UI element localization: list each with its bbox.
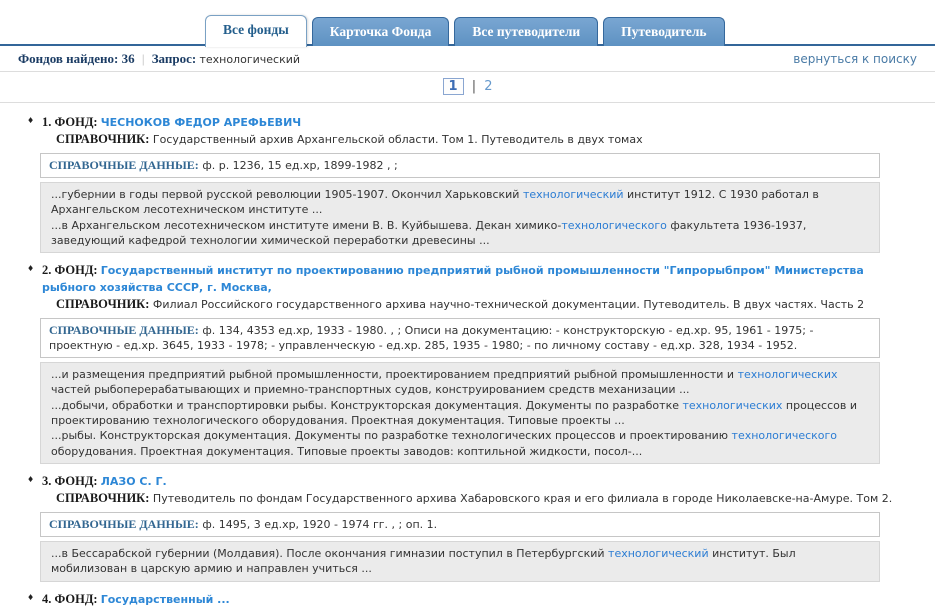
search-term-highlight: технологического [731,429,838,443]
results-list [0,103,935,608]
excerpt-fragment: ...в Бессарабской губернии (Молдавия). После окончания гимназии поступил в Петербургский технологический институт. Был мобилизован в царскую армию и направлен учиться ... [51,546,796,576]
reference-data-box [40,318,880,358]
fond-number: 1. [42,115,52,129]
reference-data-value: ф. 134, 4353 ед.хр, 1933 - 1980. , ; Описи на документацию: - конструкторскую - ед.хр. 95, 1961 - 1975; - проектную - ед.хр. 3645, 1933 - 1978; - управленческую - ед.хр. 285, 1935 - 1980; - по личному составу - ед.хр. 328, 1934 - 1952. [49,324,814,353]
tab-bar [0,0,935,46]
excerpt-fragment: ...в Архангельском лесотехническом институте имени В. В. Куйбышева. Декан химико-технологического факультета 1936-1937, заведующий кафедрой технологии химической переработки древесины ... [51,218,807,247]
search-term-highlight: технологических [682,398,783,412]
fond-number: 4. [42,591,52,606]
excerpt-fragment: ...и размещения предприятий рыбной промышленности, проектированием предприятий рыбной промышленности и технологических частей рыбоперерабатывающих и приемно-транспортных судов, конструированием средств механизации ... [51,368,838,397]
fond-title-line [42,591,907,608]
spravochnik-line [56,296,907,313]
spravochnik-value: Филиал Российского государственного архива научно-технической документации. Путеводитель. В двух частях. Часть 2 [152,298,865,312]
excerpt-fragment: ...добычи, обработки и транспортировки рыбы. Конструкторская документация. Документы по разработке технологических процессов и проектированию технологического оборудования. Проектная документация. Типовые проекты ... [51,398,858,428]
header-separator: | [141,51,145,66]
search-term-highlight: технологический [522,188,624,201]
spravochnik-label: СПРАВОЧНИК: [56,490,150,505]
found-label: Фондов найдено: [18,51,119,66]
search-term-highlight: технологический [608,546,709,560]
reference-data-value: ф. р. 1236, 15 ед.хр, 1899-1982 , ; [202,159,398,172]
tab-all-guides[interactable]: Все путеводители [454,17,598,46]
fond-title-line [42,473,907,490]
bullet-icon: ♦ [27,592,35,602]
query-value: технологический [199,53,301,66]
fond-label: ФОНД: [54,473,98,488]
spravochnik-label: СПРАВОЧНИК: [56,132,150,146]
fond-title-link[interactable]: ЛАЗО С. Г. [100,474,167,488]
pagination [0,72,935,103]
tab-all-fonds[interactable]: Все фонды [205,15,307,47]
spravochnik-label: СПРАВОЧНИК: [56,297,150,312]
spravochnik-value: Государственный архив Архангельской области. Том 1. Путеводитель в двух томах [152,133,643,146]
query-label: Запрос: [151,51,197,66]
reference-data-box [40,153,880,178]
fond-title-line [42,114,907,131]
fond-number: 2. [42,263,52,278]
reference-data-box [40,512,880,537]
excerpt-box [40,362,880,464]
reference-data-label: СПРАВОЧНЫЕ ДАННЫЕ: [49,516,199,531]
result-entry [0,473,935,582]
bullet-icon: ♦ [27,116,35,125]
spravochnik-value: Путеводитель по фондам Государственного архива Хабаровского края и его филиала в городе Николаевске-на-Амуре. Том 2. [152,491,893,505]
bullet-icon: ♦ [27,474,35,484]
fond-label: ФОНД: [54,263,98,278]
tab-guide[interactable]: Путеводитель [603,17,724,46]
excerpt-fragment: ...губернии в годы первой русской революции 1905-1907. Окончил Харьковский технологический институт 1912. С 1930 работал в Архангельском лесотехническом институте ... [51,188,819,217]
fond-title-line [42,262,907,296]
fond-number: 3. [42,473,52,488]
fond-label: ФОНД: [54,115,98,129]
back-to-search-link[interactable]: вернуться к поиску [793,52,917,66]
fond-label: ФОНД: [54,591,98,606]
spravochnik-line [56,131,907,148]
page-current[interactable]: 1 [443,78,464,95]
fond-title-link[interactable]: Государственный институт по проектированию предприятий рыбной промышленности "Гипрорыбпром" Министерства рыбного хозяйства СССР, г. Москва, [42,264,864,295]
excerpt-fragment: ...рыбы. Конструкторская документация. Документы по разработке технологических процессов и проектированию технологического оборудования. Проектная документация. Типовые проекты заводов: коптильной жидкости, посол-... [51,429,838,458]
excerpt-box [40,541,880,582]
reference-data-label: СПРАВОЧНЫЕ ДАННЫЕ: [49,323,199,338]
excerpt-box [40,182,880,253]
found-count: 36 [121,51,135,66]
reference-data-label: СПРАВОЧНЫЕ ДАННЫЕ: [49,158,199,172]
page-separator: | [471,79,477,94]
result-summary [18,51,300,67]
result-entry [0,591,935,608]
result-header [0,46,935,72]
fond-title-link[interactable]: Государственный ... [100,592,230,606]
result-entry [0,114,935,253]
result-entry [0,262,935,464]
spravochnik-line [56,490,907,507]
search-term-highlight: технологических [737,368,838,382]
page-link-2[interactable]: 2 [484,79,493,94]
reference-data-value: ф. 1495, 3 ед.хр, 1920 - 1974 гг. , ; оп. 1. [202,517,438,531]
bullet-icon: ♦ [27,264,35,274]
fond-title-link[interactable]: ЧЕСНОКОВ ФЕДОР АРЕФЬЕВИЧ [100,116,302,129]
search-term-highlight: технологического [561,218,667,232]
tab-fond-card[interactable]: Карточка Фонда [312,17,450,46]
